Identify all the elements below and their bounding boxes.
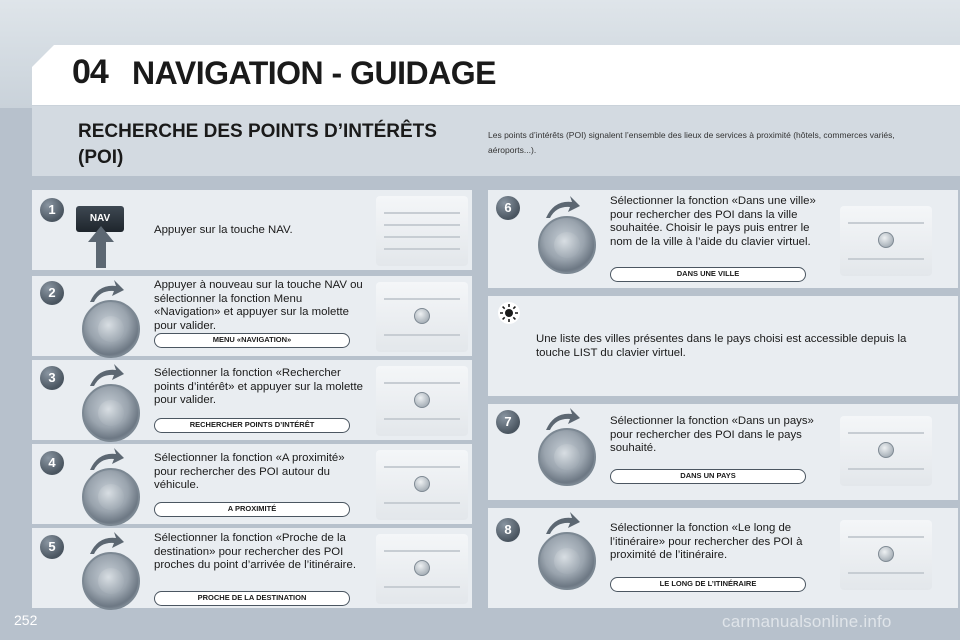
- press-arrow-icon: [86, 226, 116, 268]
- watermark: carmanualsonline.info: [722, 612, 892, 631]
- step-number-badge: 8: [496, 518, 520, 542]
- menu-tag: LE LONG DE L’ITINÉRAIRE: [610, 577, 806, 592]
- step-number-badge: 3: [40, 366, 64, 390]
- nav-key-icon: NAV: [76, 206, 124, 232]
- menu-tag: DANS UN PAYS: [610, 469, 806, 484]
- step-number-badge: 2: [40, 281, 64, 305]
- step-8-text: Sélectionner la fonction «Le long de l’itinéraire» pour rechercher des POI à proximité de l’itinéraire.: [610, 522, 803, 561]
- step-number-badge: 6: [496, 196, 520, 220]
- step-4-text: Sélectionner la fonction «A proximité» pour rechercher des POI autour du véhicule.: [154, 452, 345, 491]
- dial-knob-icon: [82, 552, 140, 610]
- menu-tag: DANS UNE VILLE: [610, 267, 806, 282]
- step-1-text: Appuyer sur la touche NAV.: [154, 224, 293, 236]
- radio-panel-icon: [376, 534, 468, 604]
- radio-panel-icon: [840, 206, 932, 276]
- sun-icon: [498, 302, 520, 324]
- info-text: Une liste des villes présentes dans le pays choisi est accessible depuis la touche LIST du clavier virtuel.: [536, 333, 907, 359]
- step-number-badge: 1: [40, 198, 64, 222]
- menu-tag: RECHERCHER POINTS D’INTÉRÊT: [154, 418, 350, 433]
- radio-panel-icon: [376, 196, 468, 266]
- step-number-badge: 5: [40, 535, 64, 559]
- step-number-badge: 7: [496, 410, 520, 434]
- dial-knob-icon: [538, 428, 596, 486]
- section-subtitle: RECHERCHE DES POINTS D’INTÉRÊTS (POI): [78, 121, 437, 168]
- step-number-badge: 4: [40, 451, 64, 475]
- menu-tag: A PROXIMITÉ: [154, 502, 350, 517]
- page-title: NAVIGATION - GUIDAGE: [132, 55, 496, 91]
- step-7-text: Sélectionner la fonction «Dans un pays» pour rechercher des POI dans le pays souhaité.: [610, 415, 814, 454]
- dial-knob-icon: [82, 300, 140, 358]
- radio-panel-icon: [840, 520, 932, 590]
- step-6-text: Sélectionner la fonction «Dans une ville» pour rechercher des POI dans la ville souhaitée. Choisir le pays puis entrer le nom de la ville à l’aide du clavier virtuel.: [610, 195, 816, 248]
- dial-knob-icon: [82, 468, 140, 526]
- menu-tag: MENU «NAVIGATION»: [154, 333, 350, 348]
- step-5-text: Sélectionner la fonction «Proche de la destination» pour rechercher des POI proches du point d’arrivée de l’itinéraire.: [154, 532, 356, 571]
- intro-text: Les points d’intérêts (POI) signalent l’ensemble des lieux de services à proximité (hôtels, commerces variés, aéroports...).: [488, 130, 895, 155]
- menu-tag: PROCHE DE LA DESTINATION: [154, 591, 350, 606]
- radio-panel-icon: [376, 450, 468, 520]
- page-number: 252: [14, 612, 38, 628]
- radio-panel-icon: [376, 366, 468, 436]
- dial-knob-icon: [538, 216, 596, 274]
- dial-knob-icon: [82, 384, 140, 442]
- chapter-number: 04: [72, 53, 108, 91]
- step-3-text: Sélectionner la fonction «Rechercher points d’intérêt» et appuyer sur la molette pour valider.: [154, 367, 363, 406]
- radio-panel-icon: [376, 282, 468, 352]
- dial-knob-icon: [538, 532, 596, 590]
- radio-panel-icon: [840, 416, 932, 486]
- step-2-text: Appuyer à nouveau sur la touche NAV ou sélectionner la fonction Menu «Navigation» et appuyer sur la molette pour valider.: [154, 279, 363, 332]
